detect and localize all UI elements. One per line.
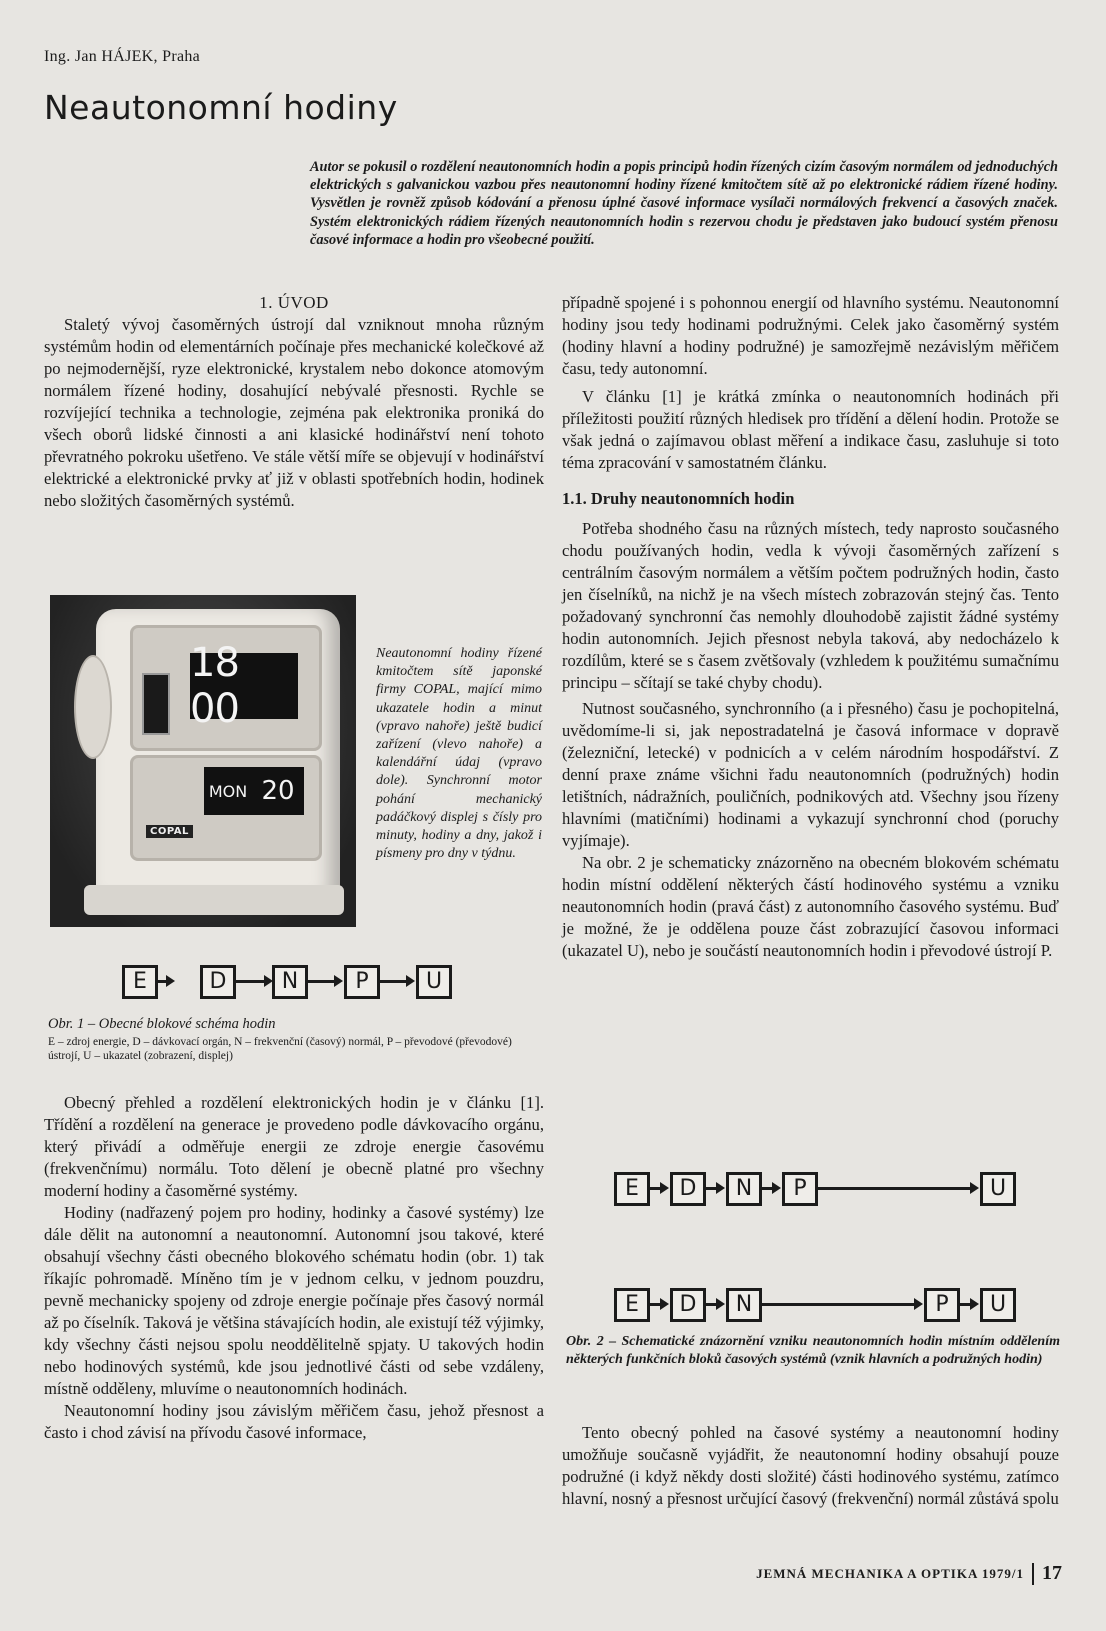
fig1-block-e: E: [122, 965, 158, 999]
photo-caption: Neautonomní hodiny řízené kmitočtem sítě japonské firmy COPAL, mající mimo ukazatele hodin a minut (vpravo nahoře) ještě budicí zařízení (vlevo nahoře) a kalendářní údaj (vpravo dole). Synchronní motor pohání mechanický padáčkový displej s čísly pro minuty, hodiny a dny, jakož i písmeny pro dny v týdnu.: [376, 646, 542, 862]
fig1-caption: [48, 1016, 544, 1063]
subsection-heading: 1.1. Druhy neautonomních hodin: [562, 489, 795, 508]
page-number: 17: [1042, 1562, 1062, 1584]
fig1-block-p: P: [344, 965, 380, 999]
paragraph: Neautonomní hodiny jsou závislým měřičem času, jehož přesnost a často i chod závisí na přívodu časové informace,: [44, 1401, 544, 1442]
page-footer: [756, 1562, 1062, 1585]
fig1-arrow: [166, 975, 175, 987]
fig2-long-connector: [762, 1303, 916, 1306]
fig2-long-connector: [818, 1187, 974, 1190]
fig1-block-n: N: [272, 965, 308, 999]
fig2-arrow: [970, 1298, 979, 1310]
clock-base: [84, 885, 344, 915]
author-byline: Ing. Jan HÁJEK, Praha: [44, 48, 201, 65]
intro-paragraph: Staletý vývoj časoměrných ústrojí dal vzniknout mnoha různým systémům hodin od elementárních počínaje přes mechanické kolečkové až po nejmodernější, ryze elektronické, krystalem nebo dokonce atomovým normálem řízené hodiny, dosahující nebývalé přesnosti. Rychle se rozvíjející technika a technologie, zejména pak elektronika proniká do všech oborů lidské činnosti a ani klasické hodinářství není tohoto převratného pokroku ušetřeno. Ve stále větší míře se objevují v hodinářství elektrické a elektronické prvky ať již v oblasti spotřebních hodin, hodinek nebo složitých časoměrných systémů.: [44, 315, 544, 510]
fig2-arrow: [660, 1298, 669, 1310]
fig2-row1-block-u: U: [980, 1172, 1016, 1206]
fig2-row1-block-n: N: [726, 1172, 762, 1206]
fig2-arrow: [970, 1182, 979, 1194]
day-flap-display: MON: [204, 767, 252, 815]
fig2-arrow: [660, 1182, 669, 1194]
fig2-row2-block-d: D: [670, 1288, 706, 1322]
paragraph: Potřeba shodného času na různých místech, tedy naprosto současného chodu používaných hodin, vedla k vývoji časoměrných zařízení s centrálním časovým normálem a větším počtem podružných hodin, často jen číselníků, na nichž je na všech místech zobrazován stejný čas. Tento požadovaný synchronní čas nemohly dlouhodobě zajistit žádné systémy hodin autonomních. Jejich přesnost nebyla taková, aby nedocházelo k rozdílům, které se s časem zvětšovaly (vzhledem k použitému sumačnímu principu – sčítají se také chyby chodu).: [562, 519, 1059, 692]
fig2-row1-diagram: [614, 1172, 1024, 1206]
fig1-connector: [308, 980, 336, 983]
footer-divider: [1032, 1563, 1034, 1585]
left-column-top: [44, 292, 544, 512]
paragraph: Nutnost současného, synchronního (a i přesného) času je pochopitelná, uvědomíme-li si, jak nepostradatelná je časová informace v dopravě (železniční, letecké) v podnicích a v celém národním hospodářství. Z denní praxe známe všichni řadu neautonomních (podružných) hodin letištních, nádražních, pouličních, podnikových atd. Všechny jsou řízeny hlavními (matičními) hodinami a vykazují synchronní chod (poruchy vyjímaje).: [562, 699, 1059, 850]
right-column-top: [562, 292, 1059, 962]
section-heading: 1. ÚVOD: [259, 293, 329, 312]
fig2-caption: Obr. 2 – Schematické znázornění vzniku neautonomních hodin místním oddělením některých funkčních bloků časových systémů (vznik hlavních a podružných hodin): [566, 1334, 1060, 1367]
fig1-title: Obr. 1 – Obecné blokové schéma hodin: [48, 1016, 276, 1032]
paragraph: Hodiny (nadřazený pojem pro hodiny, hodinky a časové systémy) lze dále dělit na autonomní a neautonomní. Autonomní jsou takové, které obsahují všechny části obecného blokového schématu hodin (obr. 1) tak říkajíc pohromadě. Míněno tím je v jednom celku, v jednom pouzdru, pevně mechanicky spojeny od zdroje energie počínaje přes časový normál až po číselník. Taková je většina stávajících hodin, ale existují též výjimky, kdy všechny části nejsou spolu neoddělitelně spjaty. U takových hodin nebo hodinových systémů, kde jsou jednotlivé části od sebe vzdáleny, místně odděleny, mluvíme o neautonomních hodinách.: [44, 1203, 544, 1398]
fig1-block-diagram: [122, 965, 472, 999]
clock-knob: [74, 655, 112, 759]
fig2-row1-block-p: P: [782, 1172, 818, 1206]
clock-photo: [50, 595, 356, 927]
fig2-row2-block-u: U: [980, 1288, 1016, 1322]
fig1-connector: [380, 980, 408, 983]
fig2-arrow: [716, 1298, 725, 1310]
paragraph: V článku [1] je krátká zmínka o neautonomních hodinách při příležitosti použití různých hledisek pro třídění a dělení hodin. Protože se však jedná o zajímavou oblast měření a indikace času, zasluhuje si toto téma zpracování v samostatném článku.: [562, 387, 1059, 472]
drive-indicator: [142, 673, 170, 735]
fig2-row2-block-p: P: [924, 1288, 960, 1322]
fig1-arrow: [406, 975, 415, 987]
date-flap-display: 20: [252, 767, 304, 815]
article-title: Neautonomní hodiny: [44, 88, 398, 127]
fig1-connector: [236, 980, 266, 983]
fig2-row1-block-d: D: [670, 1172, 706, 1206]
fig2-arrow: [716, 1182, 725, 1194]
abstract: Autor se pokusil o rozdělení neautonomních hodin a popis principů hodin řízených cizím časovým normálem od jednoduchých elektrických s galvanickou vazbou přes neautonomní hodiny řízené kmitočtem sítě až po elektronické rádiem řízené hodiny. Vysvětlen je rovněž způsob kódování a přenosu úplné časové informace vysílači normálových frekvencí a časových značek. Systém elektronických rádiem řízených neautonomních hodin s rezervou chodu je představen jako budoucí systém přenosu časové informace a hodin pro všeobecné použití.: [310, 159, 1058, 248]
fig2-arrow: [772, 1182, 781, 1194]
right-column-bottom: [562, 1422, 1059, 1510]
fig2-arrow: [914, 1298, 923, 1310]
paragraph: případně spojené i s pohonnou energií od hlavního systému. Neautonomní hodiny jsou tedy hodinami podružnými. Celek jako časoměrný systém (hodiny hlavní a hodiny podružné) je samozřejmě nezávislým měřičem času, tedy autonomní.: [562, 293, 1059, 378]
fig2-row1-block-e: E: [614, 1172, 650, 1206]
paragraph: Tento obecný pohled na časové systémy a neautonomní hodiny umožňuje současně vyjádřit, že neautonomní hodiny obsahují pouze podružné (i když někdy dosti složité) části hodinového systému, zatímco hlavní, nosný a přesnost určující časový (frekvenční) normál zůstává spolu: [562, 1423, 1059, 1508]
paragraph: Obecný přehled a rozdělení elektronických hodin je v článku [1]. Třídění a rozdělení na generace je provedeno podle dávkovacího orgánu, který přivádí a odměřuje energii ze zdroje energie časovému (frekvenčnímu) normálu. Toto dělení je obecně platné pro všechny moderní hodiny a časoměrné systémy.: [44, 1093, 544, 1200]
fig2-row2-block-n: N: [726, 1288, 762, 1322]
left-column-bottom: [44, 1092, 544, 1444]
fig2-row2-block-e: E: [614, 1288, 650, 1322]
brand-label: COPAL: [146, 825, 193, 838]
fig2-row2-diagram: [614, 1288, 1024, 1322]
journal-name: JEMNÁ MECHANIKA A OPTIKA 1979/1: [756, 1565, 1024, 1581]
paragraph: Na obr. 2 je schematicky znázorněno na obecném blokovém schématu hodin místní oddělení některých částí hodinového systému a vzniku neautonomních hodin (pravá část) z autonomního časového systému. Buď je možné, že je oddělena pouze část zobrazující časovou informaci (ukazatel U), nebo je součástí neautonomních hodin i převodové ústrojí P.: [562, 853, 1059, 960]
fig1-legend: E – zdroj energie, D – dávkovací orgán, N – frekvenční (časový) normál, P – převodové (převodové) ústrojí, U – ukazatel (zobrazení, displej): [48, 1036, 512, 1062]
fig1-block-u: U: [416, 965, 452, 999]
time-flap-display: 18 00: [190, 653, 298, 719]
fig1-block-d: D: [200, 965, 236, 999]
fig1-arrow: [334, 975, 343, 987]
